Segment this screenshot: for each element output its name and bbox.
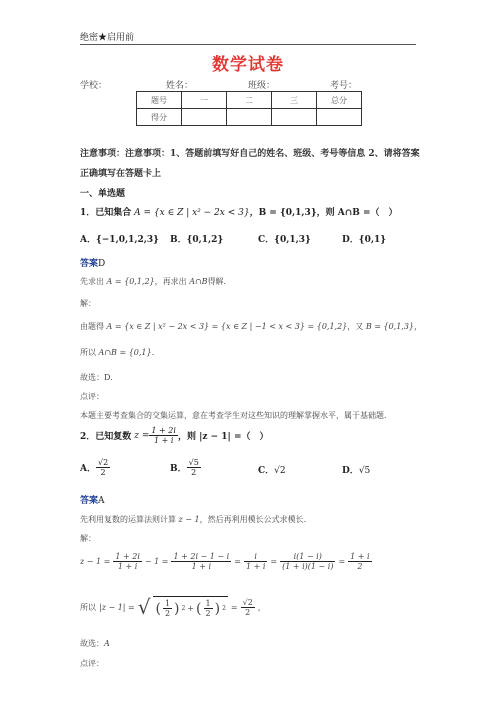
math-expr: A = {0,1,2}: [106, 277, 155, 286]
fraction-numerator: i(1 − i): [280, 552, 335, 562]
answer-value: D: [98, 259, 106, 269]
score-table-row: [137, 92, 362, 109]
number-label: 考号：: [330, 81, 358, 91]
fraction-numerator: 1 + 2i: [151, 426, 176, 435]
notice-line-2: 正确填写在答题卡上: [80, 169, 162, 179]
secret-label: 绝密★启用前: [80, 33, 135, 43]
header-rule: [80, 44, 416, 45]
text: 故选：: [80, 639, 104, 648]
fraction-denominator: 2: [205, 609, 211, 618]
fraction-denominator: 2: [245, 607, 251, 617]
sqrt-body: [153, 596, 227, 618]
notice-line-1: 注意事项：注意事项：1、答题前填写好自己的姓名、班级、考号等信息 2、请将答案: [80, 149, 420, 159]
q1-solve-label: 解：: [80, 299, 96, 308]
q2-comment-label: 点评：: [80, 659, 104, 668]
q1-label: 1．已知集合: [80, 208, 132, 218]
text: 先求出: [80, 277, 104, 286]
q1-choose: 故选：D.: [80, 373, 113, 382]
left-paren: (: [155, 600, 161, 617]
fraction-numerator: 1 + i: [350, 552, 370, 561]
answer-label: 答案: [80, 259, 99, 269]
option-value: √5: [358, 466, 371, 476]
math-expr: − 1 =: [144, 557, 169, 566]
score-table-row: [137, 109, 362, 126]
table-cell: 一: [182, 92, 227, 109]
text: 所以: [80, 348, 96, 357]
q1-option-a[interactable]: A．{−1,0,1,2,3}: [80, 235, 159, 245]
table-cell[interactable]: [227, 109, 272, 126]
page-title: 数学试卷: [212, 55, 284, 75]
q1-comment-label: 点评：: [80, 392, 104, 401]
q2-solve-label: 解：: [80, 534, 96, 543]
math-expr: A∩B: [189, 277, 208, 286]
q2-choose: [80, 638, 110, 649]
fraction-numerator: √2: [97, 458, 109, 467]
text: 所以: [80, 602, 96, 612]
table-cell: 二: [227, 92, 272, 109]
fraction-denominator: 1 + i: [245, 562, 266, 571]
math-expr: A: [104, 639, 110, 648]
math-expr: +: [187, 604, 195, 613]
fraction-numerator: 1: [205, 599, 211, 608]
text: ，然后再利用模长公式求模长.: [199, 515, 307, 524]
q2-option-b[interactable]: [170, 458, 201, 477]
fraction-numerator: 1 + 2i − 1 − i: [173, 552, 230, 561]
left-paren: (: [196, 600, 202, 617]
q1-set-a: A = {x ∈ Z | x² − 2x < 3}: [134, 208, 250, 218]
name-label: 姓名：: [166, 81, 194, 91]
math-expr: =: [270, 557, 278, 566]
question-1: [80, 205, 398, 218]
fraction-denominator: 1 + i: [153, 436, 174, 445]
text: 先利用复数的运算法则计算: [80, 515, 176, 524]
math-expr: z − 1 =: [80, 557, 111, 566]
math-expr: =: [234, 557, 241, 566]
q2-option-a[interactable]: [80, 458, 110, 477]
table-cell[interactable]: [182, 109, 227, 126]
q1-option-b[interactable]: B．{0,1,2}: [170, 235, 224, 245]
q1-so-line: [80, 347, 154, 358]
text: ，: [257, 602, 266, 612]
exponent: 2: [181, 605, 186, 612]
sqrt-icon: √: [137, 595, 151, 619]
table-cell[interactable]: [272, 109, 317, 126]
q2-option-d[interactable]: [342, 463, 370, 476]
q2-so-line: [80, 596, 266, 618]
math-expr: A∩B = {0,1}: [98, 348, 152, 357]
q2-analysis: [80, 514, 306, 525]
class-label: 班级：: [248, 81, 276, 91]
school-label: 学校：: [80, 81, 108, 91]
math-expr: z − 1: [178, 515, 200, 524]
text: .: [151, 348, 155, 357]
answer-label: 答案: [80, 496, 99, 506]
fraction-denominator: 2: [357, 562, 363, 571]
text: ，再求出: [154, 277, 187, 286]
q1-analysis: [80, 276, 226, 287]
q1-option-c[interactable]: C．{0,1,3}: [258, 235, 311, 245]
table-cell: 题号: [137, 92, 182, 109]
fraction-denominator: (1 + i)(1 − i): [282, 562, 334, 571]
table-cell: 得分: [137, 109, 182, 126]
fraction-numerator: 1 + 2i: [115, 552, 140, 561]
math-expr: A = {x ∈ Z | x² − 2x < 3} = {x ∈ Z | −1 < x < 3} = {0,1,2}: [106, 322, 348, 331]
question-2: [80, 426, 269, 445]
q2-calc-line: [80, 552, 372, 571]
text: ，: [414, 322, 423, 331]
exponent: 2: [222, 605, 226, 612]
text: 由题得: [80, 322, 104, 331]
table-cell[interactable]: [317, 109, 362, 126]
fraction-numerator: 1: [164, 599, 171, 608]
right-paren: ): [214, 600, 221, 617]
q2-option-c[interactable]: [258, 463, 286, 476]
math-expr: =: [230, 602, 238, 612]
option-letter: D．: [342, 466, 359, 476]
q1-comment: 本题主要考查集合的交集运算，意在考查学生对这些知识的理解掌握水平，属于基础题.: [80, 411, 387, 420]
q2-ask: ，则 |z − 1| =（ ）: [177, 432, 269, 442]
math-expr: |z − 1| =: [99, 602, 135, 612]
q2-z-eq: z =: [134, 430, 150, 441]
fraction-numerator: i: [244, 552, 267, 562]
fraction-denominator: 1 + i: [117, 562, 138, 571]
section-heading: 一、单选题: [80, 189, 126, 199]
score-table: [136, 91, 362, 126]
table-cell: 总分: [317, 92, 362, 109]
fraction-denominator: 1 + i: [191, 562, 212, 571]
q2-fraction: [149, 426, 178, 445]
q1-set-b: ，B = {0,1,3}: [249, 208, 317, 218]
math-expr: B = {0,1,3}: [365, 322, 415, 331]
math-expr: =: [338, 557, 346, 566]
option-letter: A．: [80, 464, 96, 474]
option-letter: C．: [258, 466, 275, 476]
option-letter: B．: [170, 464, 187, 474]
q1-solve-line: [80, 321, 422, 332]
q1-ask: ，则 A∩B =（ ）: [316, 208, 398, 218]
fraction-denominator: 2: [164, 609, 171, 618]
fraction-denominator: 2: [100, 468, 106, 477]
q2-answer: [80, 493, 105, 506]
text: 得解.: [207, 277, 227, 286]
answer-value: A: [98, 496, 105, 506]
fraction-numerator: √2: [242, 597, 253, 607]
fraction-denominator: 2: [191, 468, 197, 477]
option-value: √2: [274, 466, 286, 476]
q1-answer: [80, 256, 105, 269]
table-cell: 三: [272, 92, 317, 109]
q2-label: 2．已知复数: [80, 432, 132, 442]
right-paren: ): [174, 600, 180, 617]
text: ，又: [347, 322, 364, 331]
q1-option-d[interactable]: D．{0,1}: [342, 235, 387, 245]
fraction-numerator: √5: [188, 458, 199, 467]
